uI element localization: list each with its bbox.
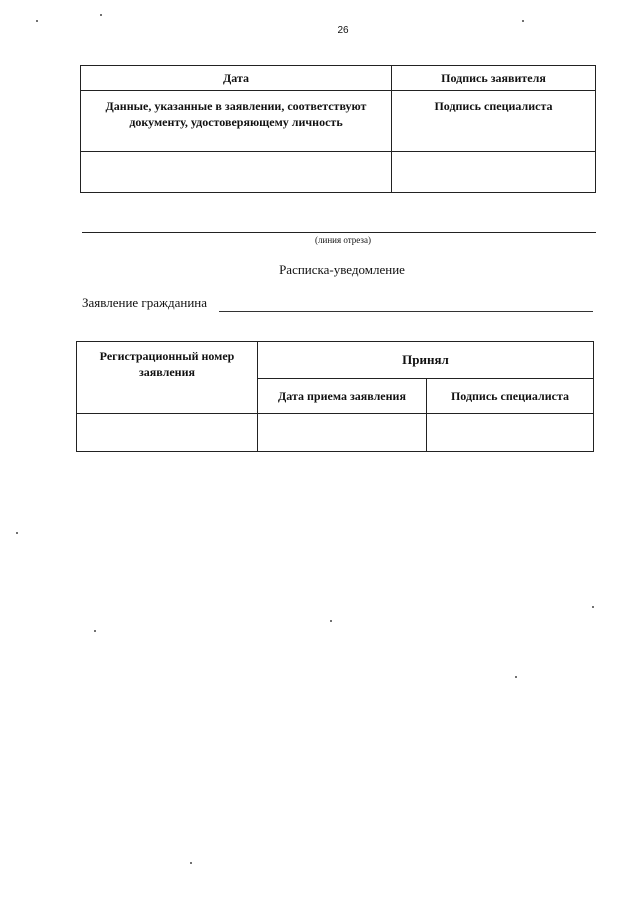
scan-speck — [94, 630, 96, 632]
empty-cell-left — [81, 152, 392, 193]
receipt-date-header: Дата приема заявления — [258, 379, 427, 414]
reg-number-header: Регистрационный номер заявления — [77, 342, 258, 414]
statement-fill-line — [219, 311, 593, 312]
date-header: Дата — [81, 66, 392, 91]
receipt-table — [76, 341, 594, 452]
empty-cell-right — [392, 152, 596, 193]
scan-speck — [330, 620, 332, 622]
specialist-signature-label: Подпись специалиста — [392, 91, 596, 152]
specialist-signature-header: Подпись специалиста — [427, 379, 594, 414]
receipt-title: Расписка-уведомление — [279, 262, 405, 277]
scan-speck — [515, 676, 517, 678]
empty-reg-cell — [77, 414, 258, 452]
empty-signature-cell — [427, 414, 594, 452]
data-match-text: Данные, указанные в заявлении, соответствуют документу, удостоверяющему личность — [81, 91, 392, 152]
scan-speck — [190, 862, 192, 864]
accepted-header: Принял — [258, 342, 594, 379]
scan-speck — [100, 14, 102, 16]
scan-speck — [16, 532, 18, 534]
cut-line-caption: (линия отреза) — [315, 235, 371, 245]
statement-label: Заявление гражданина — [82, 295, 208, 310]
applicant-signature-header: Подпись заявителя — [392, 66, 596, 91]
scan-speck — [592, 606, 594, 608]
page-number: 26 — [337, 25, 349, 36]
scan-speck — [36, 20, 38, 22]
cut-line — [82, 232, 596, 233]
verification-table — [80, 65, 596, 193]
empty-date-cell — [258, 414, 427, 452]
scan-speck — [522, 20, 524, 22]
